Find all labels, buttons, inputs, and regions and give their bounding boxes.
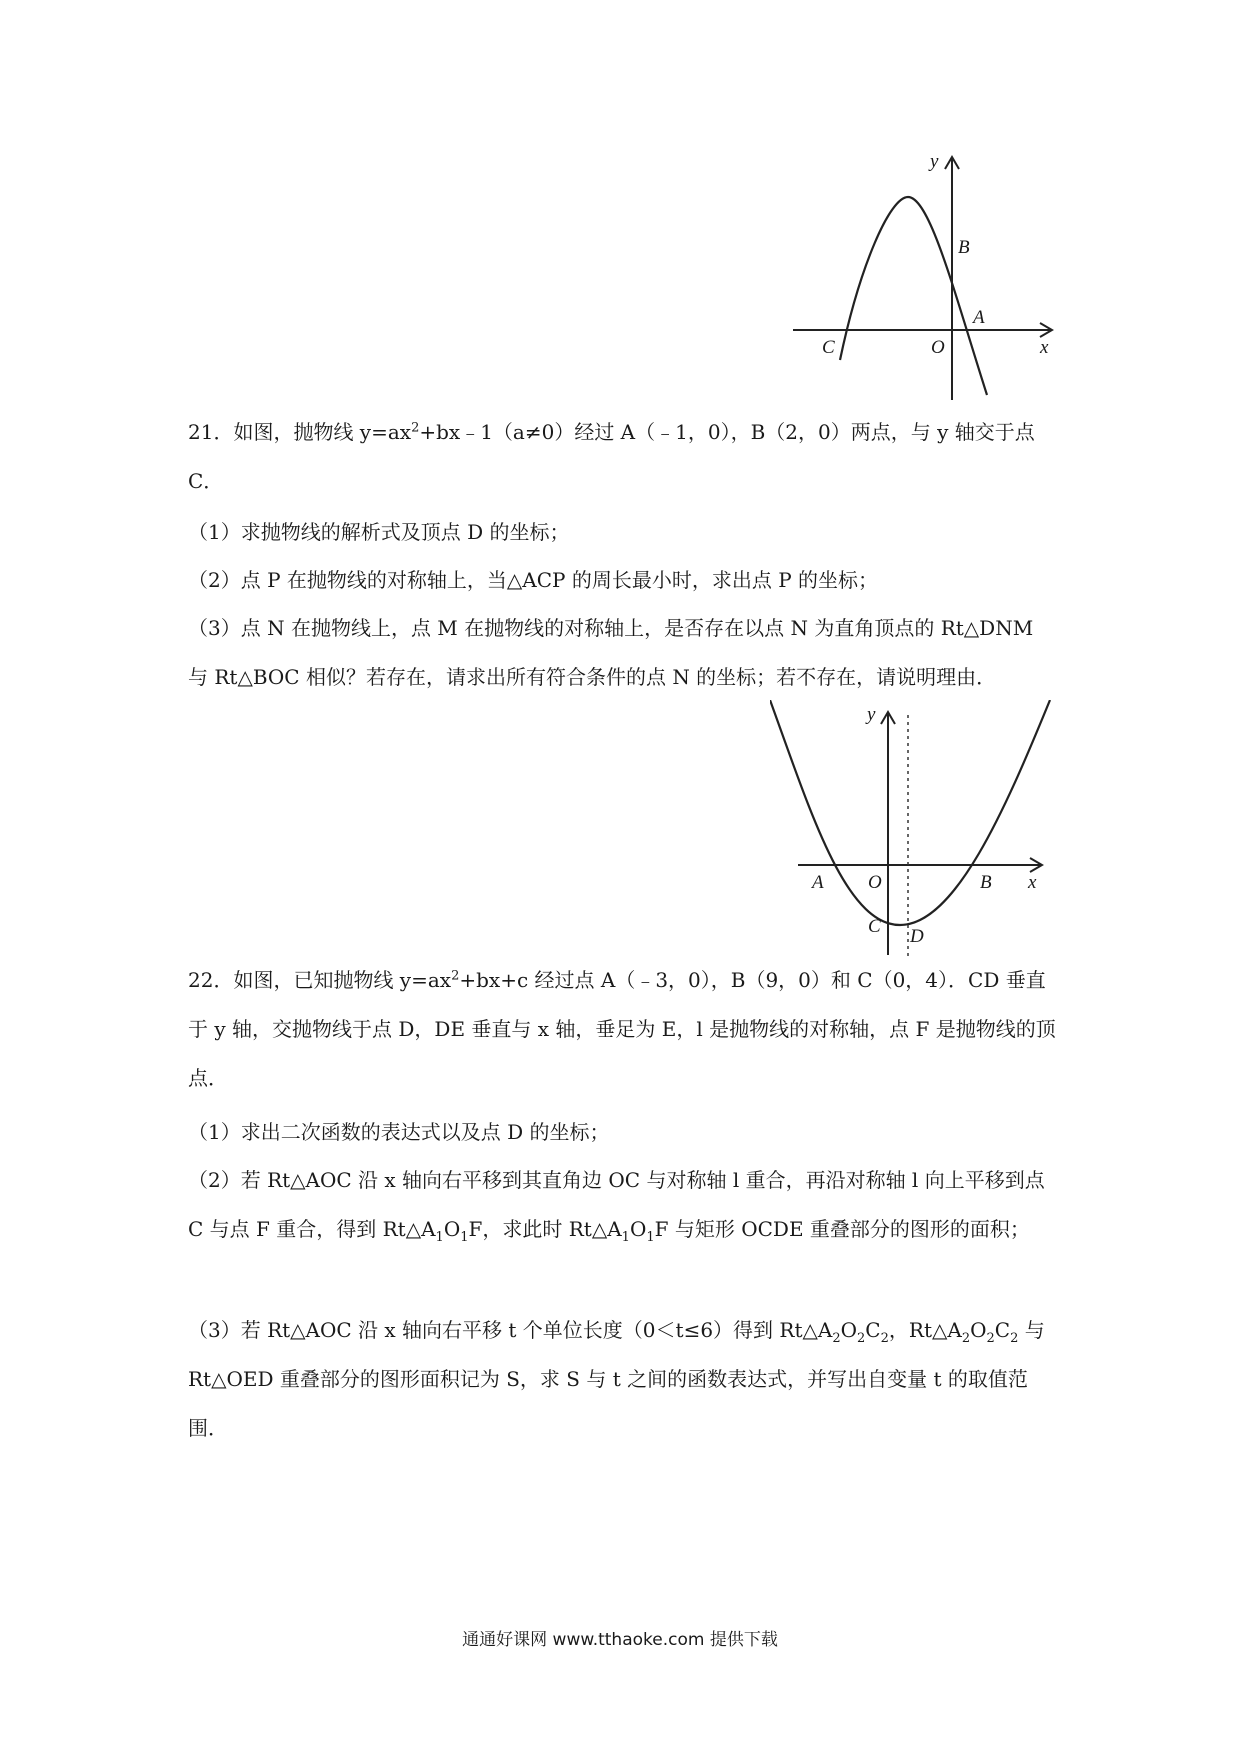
q22-p3-s1: 2 (832, 1331, 841, 1346)
q21-part1: （1）求抛物线的解析式及顶点 D 的坐标； (188, 520, 570, 544)
q22-p2-s3: 1 (621, 1230, 630, 1245)
label-O-2: O (868, 872, 882, 893)
q22-p3-c: C (865, 1318, 881, 1342)
parabola-curve-1 (840, 197, 987, 395)
label-y-2: y (867, 704, 876, 725)
label-C-2: C (868, 916, 881, 937)
label-y-1: y (930, 155, 939, 172)
q21-stem-b: +bx﹣1（a≠0）经过 A（﹣1，0），B（2，0）两点，与 y 轴交于点 C． (188, 420, 1035, 493)
label-C-1: C (822, 337, 835, 358)
q22-p3-s2: 2 (857, 1331, 866, 1346)
label-x-1: x (1040, 337, 1049, 358)
label-D-2: D (910, 926, 924, 947)
q22-p3-d: ，Rt△A (888, 1318, 962, 1342)
q21-number: 21． (188, 420, 234, 444)
figure-parabola-2 (770, 700, 1060, 960)
q22-p3-g: 与 Rt△OED 重叠部分的图形面积记为 S，求 S 与 t 之间的函数表达式，并写出自变量 t 的取值范围． (188, 1318, 1045, 1440)
q22-part1: （1）求出二次函数的表达式以及点 D 的坐标； (188, 1120, 610, 1144)
q22-stem (188, 956, 1058, 1103)
q21-part3: （3）点 N 在抛物线上，点 M 在抛物线的对称轴上，是否存在以点 N 为直角顶点的 Rt△DNM 与 Rt△BOC 相似？若存在，请求出所有符合条件的点 N 的坐标；若不存在，请说明理由． (188, 616, 1034, 689)
label-x-2: x (1028, 872, 1037, 893)
q21-stem-sup: 2 (411, 420, 420, 436)
label-B-2: B (980, 872, 992, 893)
q22-part2 (188, 1156, 1058, 1254)
q22-p3-s5: 2 (986, 1331, 995, 1346)
q22-p2-e: F 与矩形 OCDE 重叠部分的图形的面积； (654, 1217, 1030, 1241)
q22-p3-f: C (994, 1318, 1011, 1342)
label-A-2: A (812, 872, 824, 893)
q21-stem (188, 408, 1058, 506)
q22-p3-e: O (970, 1318, 987, 1342)
q22-p2-s4: 1 (646, 1230, 655, 1245)
q22-stem-b: +bx+c 经过点 A（﹣3，0），B（9，0）和 C（0，4）．CD 垂直于 y 轴，交抛物线于点 D，DE 垂直与 x 轴，垂足为 E，l 是抛物线的对称轴，点 F 是抛物线的顶点． (188, 968, 1056, 1090)
label-B-1: B (958, 237, 970, 258)
q22-p2-a: （2）若 Rt△AOC 沿 x 轴向右平移到其直角边 OC 与对称轴 l 重合，再沿对称轴 l 向上平移到点 C 与点 F 重合，得到 Rt△A (188, 1168, 1045, 1241)
q22-p2-b: O (443, 1217, 461, 1241)
q22-p2-s2: 1 (460, 1230, 469, 1245)
q21-part2: （2）点 P 在抛物线的对称轴上，当△ACP 的周长最小时，求出点 P 的坐标； (188, 568, 879, 592)
q22-stem-sup: 2 (451, 968, 460, 984)
q22-p2-s1: 1 (435, 1230, 444, 1245)
q22-p2-c: F，求此时 Rt△A (468, 1217, 622, 1241)
q22-p3-s4: 2 (961, 1331, 971, 1346)
q22-part3 (188, 1306, 1058, 1453)
label-A-1: A (973, 307, 985, 328)
q22-p3-a: （3）若 Rt△AOC 沿 x 轴向右平移 t 个单位长度（0＜t≤6）得到 Rt△A (188, 1318, 833, 1342)
q22-p3-b: O (840, 1318, 858, 1342)
q21-stem-a: 如图，抛物线 y=ax (233, 420, 412, 444)
q22-p2-d: O (629, 1217, 647, 1241)
label-O-1: O (931, 337, 945, 358)
page-footer: 通通好课网 www.tthaoke.com 提供下载 (462, 1630, 778, 1650)
q22-p3-s3: 2 (880, 1331, 889, 1346)
q22-stem-a: 如图，已知抛物线 y=ax (233, 968, 452, 992)
figure-parabola-1 (790, 155, 1060, 405)
q22-number: 22． (188, 968, 234, 992)
q22-p3-s6: 2 (1010, 1331, 1019, 1346)
